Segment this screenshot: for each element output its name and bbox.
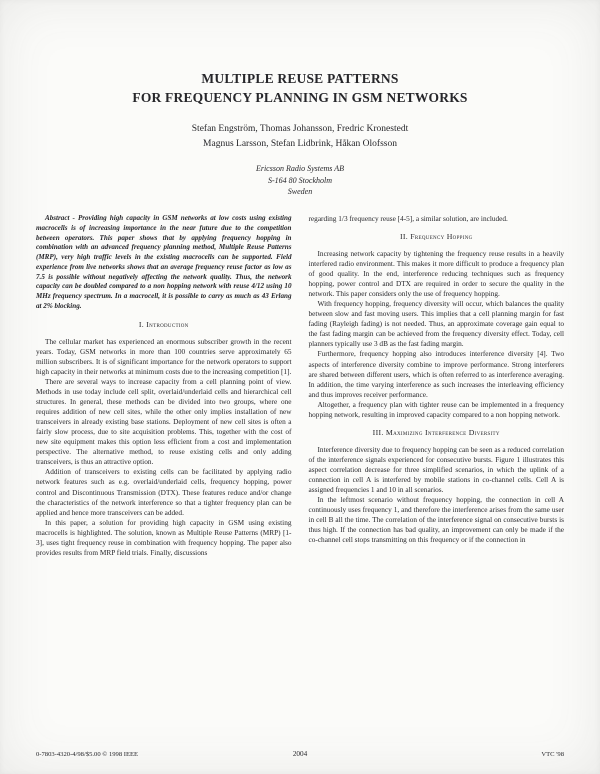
paper-title-line2: FOR FREQUENCY PLANNING IN GSM NETWORKS bbox=[132, 89, 468, 105]
abstract-text: Providing high capacity in GSM networks at low costs using existing macrocells is of increasing importance in the near future due to the competition between operators. This paper shows that by applying frequency hopping in combination with an advanced frequency planning method, Multiple Reuse Patterns (MRP), very high traffic levels in the existing macrocells can be supported. Field experience from live networks shows that an average frequency reuse factor as low as 7.5 is possible without negatively affecting the network quality. Thus, the network capacity can be doubled compared to a non hopping network with reuse 4/12 using 10 MHz frequency spectrum. In a macrocell, it is possible to carry as much as 43 Erlang at 2% blocking. bbox=[36, 214, 292, 311]
author-list bbox=[36, 122, 564, 151]
paragraph: With frequency hopping, frequency diversity will occur, which balances the quality between slow and fast moving users. This implies that a cell planning margin for fast fading (Rayleigh fading) is not needed. Thus, an approximate coverage gain equal to the fast fading margin can be achieved from the frequency diversity effect. Today, cell planners typically use 3 dB as the fast fading margin. bbox=[308, 299, 564, 349]
section-heading-maximizing-interference-diversity: III. Maximizing Interference Diversity bbox=[372, 427, 500, 437]
paragraph: In the leftmost scenario without frequency hopping, the connection in cell A continuously uses frequency 1, and therefore the interference arises from the same user in cell B all the time. The correlation of the interference signal on consecutive bursts is thus high. If the connection has bad quality, an improvement can only be made if the co-channel cell stops transmitting on this frequency or if the connection in bbox=[308, 494, 564, 545]
authors-line2: Magnus Larsson, Stefan Lidbrink, Håkan Olofsson bbox=[203, 138, 397, 149]
page-footer bbox=[36, 750, 564, 758]
abstract-label: Abstract - bbox=[45, 214, 75, 222]
paragraph: There are several ways to increase capacity from a cell planning point of view. Methods in use today include cell split, overlaid/underlaid cells and hierarchical cell structures. In general, these methods can be divided into two groups, where one requires addition of new cell sites, while the other only implies installation of new transceivers in already existing base stations. Deployment of new cell sites is often a fairly slow process, due to site acquisition problems. This, together with the cost of new site equipment makes this option less efficient from a cost and implementation perspective. The alternative method, to reuse existing cells and only adding transceivers, is thus an attractive option. bbox=[36, 376, 292, 467]
affiliation bbox=[36, 163, 564, 198]
paragraph: Interference diversity due to frequency hopping can be seen as a reduced correlation of the interference signals experienced for consecutive bursts. Figure 1 illustrates this aspect correlation decrease for three simplified scenarios, in which the uplink of a connection in cell A is interfered by mobile stations in co-channel cells. Cell A is assigned frequencies 1 and 10 in all scenarios. bbox=[308, 444, 564, 494]
paragraph: In this paper, a solution for providing high capacity in GSM using existing macrocells is highlighted. The solution, known as Multiple Reuse Patterns (MRP) [1-3], uses tight frequency reuse in combination with frequency hopping. The paper also provides results from MRP field trials. Finally, discussions bbox=[36, 517, 292, 557]
right-column bbox=[309, 214, 565, 558]
affiliation-org: Ericsson Radio Systems AB bbox=[255, 164, 345, 174]
paragraph-continuation: regarding 1/3 frequency reuse [4-5], a similar solution, are included. bbox=[308, 214, 508, 223]
section-heading-introduction: I. Introduction bbox=[138, 319, 189, 329]
section-heading-frequency-hopping: II. Frequency Hopping bbox=[399, 232, 473, 242]
two-column-body bbox=[36, 214, 564, 558]
paper-title bbox=[36, 70, 564, 108]
abstract bbox=[36, 214, 292, 312]
paragraph: Furthermore, frequency hopping also introduces interference diversity [4]. Two aspects of interference diversity combine to improve performance. Strong interferers are shared between different users, which is often referred to as interference averaging. In addition, the time varying interference as such increases the interleaving efficiency and thus improves receiver performance. bbox=[308, 349, 564, 399]
authors-line1: Stefan Engström, Thomas Johansson, Fredric Kronestedt bbox=[191, 123, 409, 134]
page-number: 2004 bbox=[292, 750, 308, 758]
paper-title-line1: MULTIPLE REUSE PATTERNS bbox=[201, 71, 399, 86]
paragraph: Altogether, a frequency plan with tighter reuse can be implemented in a frequency hopping network, resulting in improved capacity compared to a non hopping network. bbox=[308, 399, 564, 419]
paragraph: Addition of transceivers to existing cells can be facilitated by applying radio network features such as e.g. overlaid/underlaid cells, frequency hopping, power control and Discontinuous Transmission (DTX). These features reduce and/or change the characteristics of the network interference so that a tighter frequency plan can be applied and hence more transceivers can be added. bbox=[36, 467, 292, 517]
paragraph: The cellular market has experienced an enormous subscriber growth in the recent years. Today, GSM networks in more than 100 countries serve approximately 65 million subscribers. It is of significant importance for the network operators to support high capacity in their networks at minimum costs due to the increasing competition [1]. bbox=[36, 336, 292, 376]
copyright-notice: 0-7803-4320-4/98/$5.00 © 1998 IEEE bbox=[36, 751, 139, 758]
left-column bbox=[36, 214, 292, 558]
affiliation-country: Sweden bbox=[287, 187, 313, 197]
affiliation-address: S-164 80 Stockholm bbox=[268, 175, 332, 185]
conference-label: VTC '98 bbox=[541, 751, 564, 758]
paragraph: Increasing network capacity by tightening the frequency reuse results in a heavily interfered radio environment. This makes it more difficult to produce a frequency plan of good quality. In the end, interference reducing techniques such as frequency hopping, power control and DTX are required in order to secure the quality in the network. This paper considers only the use of frequency hopping. bbox=[308, 248, 564, 299]
